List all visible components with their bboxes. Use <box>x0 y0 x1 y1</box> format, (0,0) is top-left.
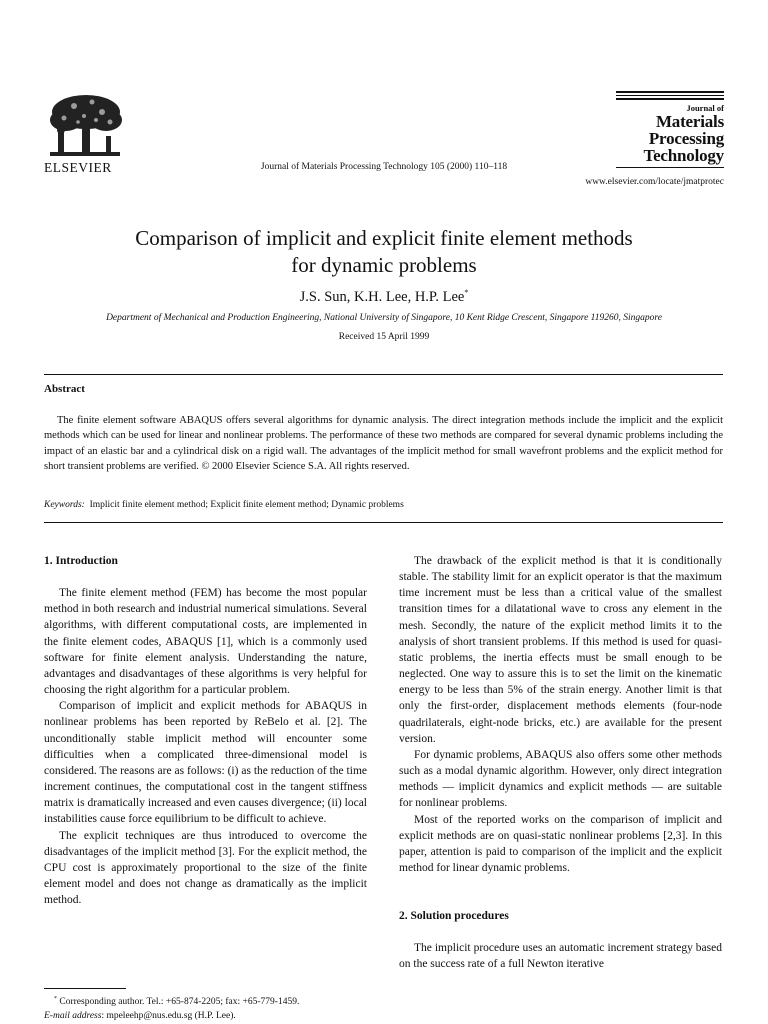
paragraph: The explicit techniques are thus introduced to overcome the disadvantages of the implicit method [3]. For the explicit method, the CPU cost is approximately proportional to the size of the finite element model and does not change as dramatically as the implicit method. <box>44 829 367 907</box>
paragraph: The drawback of the explicit method is that it is conditionally stable. The stability limit for an explicit operator is that the maximum time increment must be less than a critical value of the smallest transition times for a dilatational wave to cross any element in the mesh. Secondly, the nature of the explicit method limits it to the analysis of short transient problems. If this method is used for quasi-static problems, the inertia effects must be small enough to be neglected. One way to assure this is to set the limit on the kinematic energy to be less than 5% of the strain energy. Another limit is that only the first-order, displacement methods elements (four-node quadrilaterals, eight-node bricks, etc.) are available for the present version. <box>399 555 722 745</box>
divider <box>44 374 723 375</box>
publisher-name: ELSEVIER <box>44 160 112 175</box>
paragraph: The implicit procedure uses an automatic increment strategy based on the success rate of a full Newton iterative <box>399 942 722 971</box>
journal-name-line: Technology <box>643 145 724 165</box>
journal-name-line: Processing <box>648 128 724 148</box>
paragraph: For dynamic problems, ABAQUS also offers some other methods such as a modal dynamic algorithm. However, only direct integration methods — implicit dynamics and explicit methods — are suitable for nonlinear problems. <box>399 748 722 810</box>
journal-url[interactable]: www.elsevier.com/locate/jmatprotec <box>585 177 724 187</box>
paper-title-line: for dynamic problems <box>291 253 477 277</box>
received-date: Received 15 April 1999 <box>338 332 430 342</box>
section-heading: 1. Introduction <box>44 555 118 567</box>
journal-name-line: Materials <box>655 111 724 131</box>
email-label: E-mail address <box>44 1011 102 1022</box>
journal-masthead <box>616 91 724 170</box>
journal-citation: Journal of Materials Processing Technology 105 (2000) 110–118 <box>260 162 508 172</box>
elsevier-tree-logo-icon <box>44 92 126 162</box>
abstract-heading: Abstract <box>44 383 85 395</box>
paragraph: Most of the reported works on the comparison of implicit and explicit methods are on quasi-static nonlinear problems [2,3]. In this paper, attention is paid to comparison of the implicit and the explicit method for linear dynamic problems. <box>399 813 722 874</box>
journal-of-label: Journal of <box>686 102 724 113</box>
footnote <box>44 992 384 1023</box>
right-column <box>399 553 722 973</box>
author-footnote-mark: * <box>464 288 469 297</box>
abstract-text: The finite element software ABAQUS offers several algorithms for dynamic analysis. The direct integration methods include the implicit and the explicit methods which can be used for linear and nonlinear problems. The performance of these two methods are compared for several dynamic problems including the impact of an elastic bar and a cylindrical disk on a rigid wall. The advantages of the implicit method for small wavefront problems and the explicit method for short transient problems are verified. © 2000 Elsevier Science S.A. All rights reserved. <box>44 415 723 473</box>
section-heading: 2. Solution procedures <box>399 910 509 923</box>
footnote-mark: * <box>54 996 57 1002</box>
footnote-contact: Corresponding author. Tel.: +65-874-2205; fax: +65-779-1459. <box>59 997 300 1008</box>
left-column <box>44 553 367 908</box>
authors <box>0 288 768 306</box>
footnote-line <box>44 1009 384 1023</box>
keywords-label: Keywords: <box>44 500 85 510</box>
author-list: J.S. Sun, K.H. Lee, H.P. Lee <box>299 288 465 305</box>
masthead-rule <box>616 167 724 169</box>
masthead-rule <box>616 91 724 93</box>
paper-title-line: Comparison of implicit and explicit finite element methods <box>135 226 633 250</box>
email-address[interactable]: : mpeleehp@nus.edu.sg (H.P. Lee). <box>101 1011 236 1022</box>
footnote-line <box>44 992 384 1009</box>
divider <box>44 522 723 523</box>
keywords <box>44 500 723 510</box>
paragraph: Comparison of implicit and explicit methods for ABAQUS in nonlinear problems has been reported by ReBelo et al. [2]. The unconditionally stable implicit method will encounter some difficulties when a complicated three-dimensional model is considered. The reasons are as follows: (i) as the reduction of the time increment continues, the computational cost in the tangent stiffness matrix is dramatically increased and even causes divergence; (ii) local instabilities cause force equilibrium to be difficult to achieve. <box>44 700 367 826</box>
masthead-rule <box>616 98 724 100</box>
keywords-text: Implicit finite element method; Explicit finite element method; Dynamic problems <box>89 500 404 510</box>
masthead-rule <box>616 95 724 97</box>
affiliation: Department of Mechanical and Production Engineering, National University of Singapore, 10 Kent Ridge Crescent, Singapore 119260, Singapore <box>106 313 662 323</box>
footnote-rule <box>44 988 126 989</box>
paragraph: The finite element method (FEM) has become the most popular method in both research and industrial numerical simulations. Several algorithms, with different computational costs, are implemented in the finite element codes, ABAQUS [1], which is a commonly used software for finite element analysis. Understanding the nature, advantages and disadvantages of these algorithms is very helpful for choosing the right algorithm for a particular problem. <box>44 587 367 697</box>
